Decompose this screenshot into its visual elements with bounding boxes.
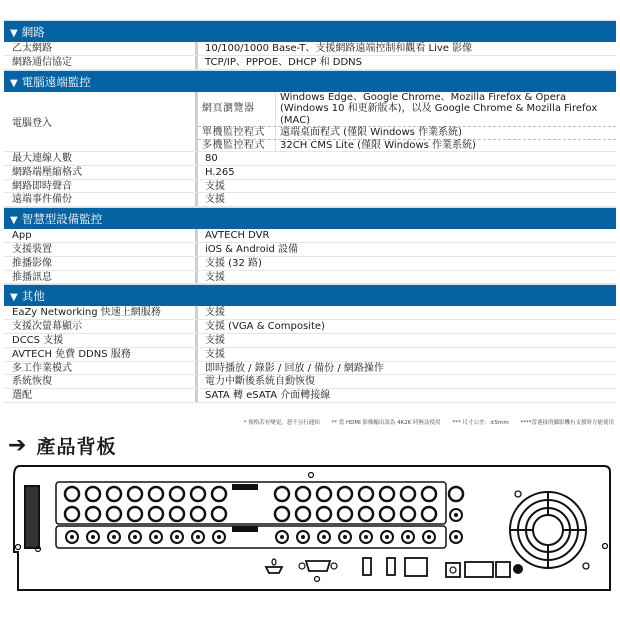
io-terminal (465, 562, 493, 577)
rear-panel-diagram (8, 462, 612, 612)
pc-login-block: 電腦登入 網頁瀏覽器 Windows Edge、Google Chrome、Mozilla Firefox & Opera (Windows 10 和更新版本)，以及 Google Chrome & Mozilla Firefox (MAC) 單機監控程式 遠端桌面程式 (僅限 Windows 作業系統) 多機監控程式 32CH CMS Lite (僅限 Windows 作業系統) (4, 92, 616, 153)
sub-row-multi: 多機監控程式 32CH CMS Lite (僅限 Windows 作業系統) (198, 140, 616, 152)
vga-port (306, 561, 330, 571)
dvr-rear-panel-illustration (8, 462, 612, 612)
hdmi-port (266, 567, 282, 573)
rear-panel-heading: ➔ 產品背板 (8, 433, 117, 458)
sub-row-single: 單機監控程式 遠端桌面程式 (僅限 Windows 作業系統) (198, 127, 616, 140)
triangle-down-icon: ▼ (10, 215, 18, 227)
section-header-pc-remote: ▼ 電腦遠端監控 (4, 70, 616, 92)
triangle-down-icon: ▼ (10, 77, 18, 89)
spec-row: 遠端事件備份 支援 (4, 193, 616, 207)
section-header-mobile: ▼ 智慧型設備監控 (4, 207, 616, 229)
video-in-label (232, 484, 258, 490)
rs485-terminal (496, 562, 510, 577)
spec-row: 網路端壓縮格式 H.265 (4, 166, 616, 180)
section-header-network: ▼ 網路 (4, 20, 616, 42)
section-header-other: ▼ 其他 (4, 284, 616, 306)
usb-port-1 (363, 558, 371, 575)
spec-row: 最大連線人數 80 (4, 152, 616, 166)
multi-signal-connector (25, 486, 39, 548)
arrow-right-icon: ➔ (8, 433, 27, 458)
spec-row: EaZy Networking 快速上網服務 支援 (4, 306, 616, 320)
video-bnc-inputs (65, 487, 463, 521)
spec-row: 推播訊息 支援 (4, 271, 616, 285)
triangle-down-icon: ▼ (10, 28, 18, 39)
lan-port (405, 558, 427, 576)
dc-power-port (446, 563, 460, 577)
spec-table (4, 20, 616, 403)
spec-row: 推播影像 支援 (32 路) (4, 257, 616, 271)
spec-row: 乙太網路 10/100/1000 Base-T、支援網路遠端控制和觀看 Live 影像 (4, 42, 616, 56)
spec-row: 系統恢復 電力中斷後系統自動恢復 (4, 375, 616, 389)
spec-row: 選配 SATA 轉 eSATA 介面轉接線 (4, 389, 616, 403)
footnotes: * 規格若有變更，恕不另行通知 ** 當 HDMI 影像輸出設為 4K2K 時無法使用 *** 尺寸公差：±5mm ****當連接的攝影機有支援時方能使用 (243, 420, 614, 426)
spec-row: 網路通信協定 TCP/IP、PPPOE、DHCP 和 DDNS (4, 56, 616, 70)
usb-port-2 (387, 558, 395, 575)
fan-grille (510, 491, 608, 569)
spec-row: AVTECH 免費 DDNS 服務 支援 (4, 348, 616, 362)
audio-in-label (232, 526, 258, 532)
spec-row: 網路即時聲音 支援 (4, 180, 616, 194)
spec-row: App AVTECH DVR (4, 229, 616, 243)
spec-row: 支援裝置 iOS & Android 設備 (4, 243, 616, 257)
triangle-down-icon: ▼ (10, 292, 18, 304)
sub-row-browser: 網頁瀏覽器 Windows Edge、Google Chrome、Mozilla Firefox & Opera (Windows 10 和更新版本)，以及 Google Chrome & Mozilla Firefox (MAC) (198, 92, 616, 128)
spec-row: 支援次螢幕顯示 支援 (VGA & Composite) (4, 320, 616, 334)
spec-row: DCCS 支援 支援 (4, 334, 616, 348)
ground-screw (513, 564, 523, 574)
spec-row: 多工作業模式 即時播放 / 錄影 / 回放 / 備份 / 網路操作 (4, 362, 616, 376)
